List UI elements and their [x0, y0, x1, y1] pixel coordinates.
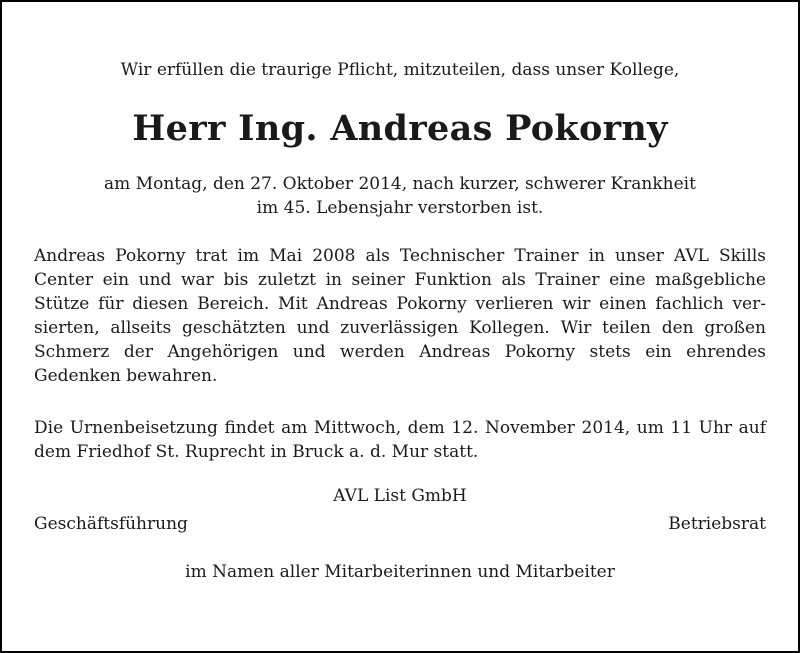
biography-line: Stütze für diesen Bereich. Mit Andreas Pokorny verlieren wir einen fachlich ver- — [34, 294, 766, 314]
biography-line: Schmerz der Angehörigen und werden Andreas Pokorny stets ein ehrendes — [34, 342, 766, 362]
signatories — [34, 512, 766, 536]
signatory-management: Geschäftsführung — [34, 514, 188, 534]
biography-line: Gedenken bewahren. — [34, 366, 218, 386]
burial-line: dem Friedhof St. Ruprecht in Bruck a. d. Mur statt. — [34, 442, 479, 462]
biography-line: Center ein und war bis zuletzt in seiner Funktion als Trainer eine maßgebliche — [34, 270, 766, 290]
deceased-name: Herr Ing. Andreas Pokorny — [132, 108, 668, 149]
biography-line: Andreas Pokorny trat im Mai 2008 als Technischer Trainer in unser AVL Skills — [34, 246, 766, 266]
intro-text: Wir erfüllen die traurige Pflicht, mitzuteilen, dass unser Kollege, — [120, 60, 680, 80]
biography-line: sierten, allseits geschätzten und zuverlässigen Kollegen. Wir teilen den großen — [34, 318, 766, 338]
burial-line: Die Urnenbeisetzung findet am Mittwoch, dem 12. November 2014, um 11 Uhr auf — [34, 418, 766, 438]
closing-text: im Namen aller Mitarbeiterinnen und Mitarbeiter — [185, 562, 615, 582]
biography-paragraph — [34, 220, 766, 388]
company-name: AVL List GmbH — [333, 486, 467, 506]
death-line: am Montag, den 27. Oktober 2014, nach kurzer, schwerer Krankheit — [104, 174, 696, 194]
death-line: im 45. Lebensjahr verstorben ist. — [256, 198, 544, 218]
signatory-works-council: Betriebsrat — [668, 514, 766, 534]
death-statement — [34, 150, 766, 220]
burial-paragraph — [34, 388, 766, 464]
